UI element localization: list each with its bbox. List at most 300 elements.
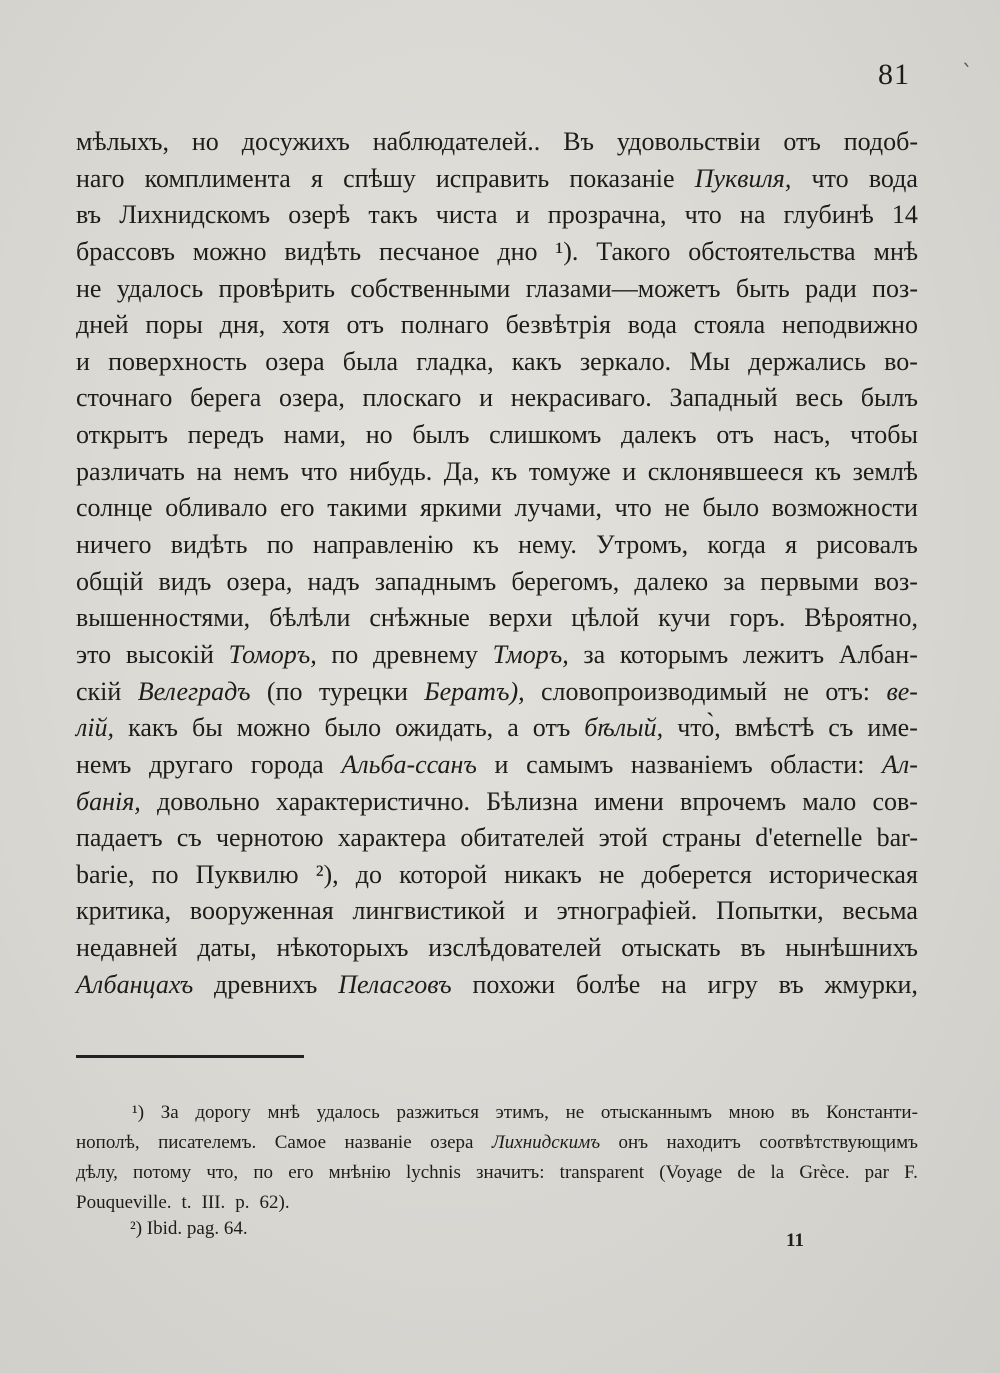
word: не: [598, 859, 625, 889]
text-line: [76, 271, 918, 308]
word: древнихъ: [214, 969, 318, 999]
word: комплимента: [144, 163, 291, 193]
word: Албан-: [838, 639, 918, 669]
word: похожи: [472, 969, 555, 999]
word: писателемъ.: [158, 1132, 257, 1153]
word: нами,: [283, 420, 346, 450]
word: досужихъ: [241, 127, 350, 156]
word: t.: [181, 1192, 192, 1213]
word: названіе: [344, 1132, 412, 1153]
word: вода: [868, 163, 918, 193]
footnotes: [76, 1098, 918, 1218]
word: озера: [430, 1132, 474, 1153]
word: плоскаго: [362, 383, 462, 413]
word: отъ:: [825, 676, 871, 706]
word: barie,: [76, 859, 135, 889]
word: ве-: [886, 676, 918, 706]
word: что̀,: [677, 713, 721, 743]
word: (Voyage: [659, 1162, 723, 1183]
word: Въ: [563, 127, 594, 156]
word: по: [266, 530, 294, 560]
word: никакъ: [504, 859, 582, 889]
word: впрочемъ: [680, 786, 787, 816]
word: немъ: [233, 456, 289, 486]
word: что: [300, 456, 338, 486]
word: направленію: [312, 530, 454, 560]
word: удалось: [316, 1102, 380, 1123]
word: Вѣроятно,: [804, 603, 918, 633]
word: на: [196, 456, 222, 486]
word: когда: [707, 530, 766, 560]
word: озера,: [278, 383, 345, 413]
word: и: [494, 749, 509, 779]
word: Ал-: [882, 749, 918, 779]
word: въ: [76, 200, 102, 230]
word: Лихнидскомъ: [119, 200, 271, 230]
word: былъ: [860, 383, 918, 413]
printer-signature: 11: [786, 1230, 804, 1251]
word: поверхность: [108, 346, 248, 376]
word: d'eternelle: [755, 823, 863, 853]
word: разжиться: [396, 1102, 479, 1123]
word: ¹): [132, 1102, 145, 1123]
word: кучи: [658, 603, 711, 633]
footnote-line: [76, 1158, 918, 1188]
word: вооруженная: [189, 896, 334, 926]
word: наблюдателей..: [372, 127, 541, 156]
word: видѣть: [170, 530, 248, 560]
word: томуже: [528, 456, 611, 486]
corner-mark: `: [962, 62, 973, 87]
text-line: [76, 380, 918, 417]
text-line: [76, 161, 918, 198]
word: дѣлу,: [76, 1162, 118, 1183]
word: ¹).: [555, 236, 579, 266]
word: названіемъ: [630, 749, 753, 779]
word: p.: [235, 1192, 250, 1213]
word: неподвижно: [782, 310, 918, 340]
word: но: [365, 420, 393, 450]
word: lychnis: [405, 1162, 461, 1183]
word: III.: [201, 1192, 226, 1213]
word: яркими: [419, 493, 502, 523]
word: отъ: [716, 420, 754, 450]
word: склонявшееся: [647, 456, 804, 486]
word: нему.: [518, 530, 577, 560]
word: къ: [814, 456, 841, 486]
text-line: [76, 490, 918, 527]
word: жмурки,: [824, 969, 918, 999]
word: глубинѣ: [783, 200, 874, 230]
word: сов-: [872, 786, 918, 816]
word: Томоръ,: [228, 639, 317, 669]
word: высокій: [125, 639, 214, 669]
text-line: [76, 893, 918, 930]
word: Тморъ,: [492, 639, 569, 669]
word: а: [507, 713, 519, 743]
word: его: [279, 493, 315, 523]
word: изслѣдователей: [428, 933, 602, 963]
word: я: [785, 530, 798, 560]
word: Самое: [274, 1132, 327, 1153]
word: Pouqueville.: [76, 1192, 172, 1213]
word: нополѣ,: [76, 1132, 140, 1153]
word: Альба-ссанъ: [341, 749, 477, 779]
word: de: [737, 1162, 756, 1183]
word: на: [739, 200, 766, 230]
word: име-: [867, 713, 918, 743]
text-line: [76, 637, 918, 674]
word: онъ: [618, 1132, 649, 1153]
word: обливало: [165, 493, 268, 523]
word: полнаго: [400, 310, 489, 340]
word: бѣлѣли: [269, 603, 351, 633]
word: города: [250, 749, 324, 779]
word: снѣжные: [369, 603, 470, 633]
word: дней: [76, 310, 129, 340]
word: даты,: [197, 933, 257, 963]
word: не: [664, 493, 690, 523]
text-line: [76, 857, 918, 894]
word: сточнаго: [76, 383, 173, 413]
word: лій,: [76, 713, 115, 743]
word: нынѣшнихъ: [785, 933, 918, 963]
word: чиста: [435, 200, 498, 230]
word: провѣрить: [218, 273, 335, 303]
word: bar-: [876, 823, 918, 853]
word: За: [160, 1102, 179, 1123]
word: зеркало.: [579, 346, 672, 376]
word: рисовалъ: [816, 530, 918, 560]
word: стояла: [693, 310, 766, 340]
word: можно: [236, 713, 311, 743]
text-line: [76, 527, 918, 564]
word: до: [355, 859, 383, 889]
word: въ: [791, 1102, 810, 1123]
word: ради: [805, 273, 857, 303]
word: въ: [740, 933, 766, 963]
word: удалось: [116, 273, 204, 303]
word: вышенностями,: [76, 603, 251, 633]
word: вода: [627, 310, 677, 340]
word: поз-: [872, 273, 918, 303]
word: банія,: [76, 786, 141, 816]
word: спѣшу: [343, 163, 416, 193]
word: и: [76, 346, 90, 376]
word: и: [515, 200, 530, 230]
word: берегомъ,: [511, 566, 620, 596]
text-line: [76, 307, 918, 344]
word: некрасиваго.: [510, 383, 652, 413]
word: чернотою: [215, 823, 324, 853]
word: какъ: [128, 713, 178, 743]
word: слишкомъ: [489, 420, 602, 450]
word: исправить: [435, 163, 550, 193]
word: (по: [266, 676, 303, 706]
word: я: [311, 163, 323, 193]
word: былъ: [412, 420, 470, 450]
word: подоб-: [843, 127, 918, 156]
word: солнце: [76, 493, 153, 523]
word: мною: [728, 1102, 775, 1123]
word: немъ: [76, 749, 132, 779]
word: озера: [265, 346, 325, 376]
word: и: [622, 456, 637, 486]
word: этнографіей.: [556, 896, 698, 926]
word: было: [324, 713, 382, 743]
word: въ: [778, 969, 804, 999]
word: возможности: [771, 493, 918, 523]
text-line: [76, 967, 918, 1004]
word: различать: [76, 456, 185, 486]
word: по: [151, 859, 179, 889]
word: F.: [904, 1162, 918, 1183]
word: держались: [748, 346, 866, 376]
word: видъ: [158, 566, 212, 596]
word: потому: [133, 1162, 192, 1183]
word: мнѣнію: [328, 1162, 391, 1183]
word: брассовъ: [76, 236, 175, 266]
word: на: [661, 969, 687, 999]
word: быть: [735, 273, 790, 303]
word: передъ: [187, 420, 264, 450]
word: отысканнымъ: [600, 1102, 712, 1123]
word: можно: [192, 236, 267, 266]
word: значитъ:: [476, 1162, 545, 1183]
word: характера: [337, 823, 447, 853]
word: имени: [594, 786, 664, 816]
word: лучами,: [514, 493, 602, 523]
word: болѣе: [575, 969, 641, 999]
word: съ: [176, 823, 202, 853]
word: какъ: [511, 346, 562, 376]
word: и: [523, 896, 538, 926]
word: первыми: [760, 566, 859, 596]
word: игру: [707, 969, 758, 999]
word: общій: [76, 566, 144, 596]
footnote-line: [76, 1098, 918, 1128]
word: ²),: [315, 859, 339, 889]
word: не: [565, 1102, 585, 1123]
word: transparent: [559, 1162, 645, 1183]
text-line: [76, 930, 918, 967]
word: Такого: [596, 236, 671, 266]
word: характеристично.: [275, 786, 471, 816]
word: удовольствіи: [616, 127, 761, 156]
word: 62).: [259, 1192, 290, 1213]
word: надъ: [307, 566, 360, 596]
word: западнымъ: [374, 566, 497, 596]
text-line: [76, 784, 918, 821]
word: скій: [76, 676, 122, 706]
text-line: [76, 674, 918, 711]
word: лингвистикой: [352, 896, 506, 926]
word: безвѣтрія: [505, 310, 611, 340]
text-line: [76, 600, 918, 637]
word: воз-: [873, 566, 918, 596]
word: что: [811, 163, 849, 193]
word: съ: [828, 713, 854, 743]
word: землѣ: [852, 456, 918, 486]
word: другаго: [148, 749, 234, 779]
word: падаетъ: [76, 823, 163, 853]
page-number: 81: [878, 58, 910, 91]
word: его: [288, 1162, 314, 1183]
word: Западный: [669, 383, 778, 413]
text-line: [76, 197, 918, 234]
word: обитателей: [460, 823, 585, 853]
word: Лихнидскимъ: [491, 1132, 601, 1153]
word: прозрачна,: [547, 200, 667, 230]
word: песчаное: [379, 236, 480, 266]
word: Константи-: [826, 1102, 918, 1123]
word: собственными: [350, 273, 511, 303]
word: показаніе: [569, 163, 675, 193]
word: далекъ: [621, 420, 697, 450]
text-line: [76, 344, 918, 381]
word: довольно: [156, 786, 260, 816]
word: къ: [472, 530, 499, 560]
word: самымъ: [526, 749, 614, 779]
word: мѣлыхъ,: [76, 127, 169, 156]
word: что: [684, 200, 722, 230]
word: отъ: [532, 713, 571, 743]
word: которой: [399, 859, 488, 889]
text-line: [76, 234, 918, 271]
text-line: [76, 820, 918, 857]
word: Велеградъ: [137, 676, 251, 706]
word: доберется: [641, 859, 752, 889]
word: которымъ: [619, 639, 729, 669]
word: насъ,: [773, 420, 831, 450]
text-line: [76, 124, 918, 161]
word: турецки: [318, 676, 408, 706]
text-line: [76, 417, 918, 454]
word: дня,: [219, 310, 266, 340]
word: находитъ: [666, 1132, 741, 1153]
word: что: [614, 493, 652, 523]
word: словопроизводимый: [541, 676, 768, 706]
word: цѣлой: [571, 603, 640, 633]
word: глазами—можетъ: [525, 273, 721, 303]
word: за: [583, 639, 606, 669]
word: озера,: [226, 566, 293, 596]
word: берега: [190, 383, 262, 413]
word: отъ: [783, 127, 821, 156]
word: не: [783, 676, 809, 706]
word: la: [770, 1162, 785, 1183]
footnote-2: ²) Ibid. pag. 64.: [130, 1218, 248, 1239]
word: отъ: [346, 310, 384, 340]
word: и: [479, 383, 494, 413]
word: историческая: [769, 859, 918, 889]
word: ничего: [76, 530, 152, 560]
word: ожидать,: [395, 713, 494, 743]
word: мало: [802, 786, 857, 816]
word: мнѣ: [873, 236, 918, 266]
word: далеко: [634, 566, 709, 596]
word: страны: [661, 823, 742, 853]
word: Пуквилю: [195, 859, 299, 889]
word: 14: [891, 200, 918, 230]
word: весьма: [842, 896, 918, 926]
word: древнему: [372, 639, 478, 669]
word: не: [76, 273, 102, 303]
word: такими: [327, 493, 408, 523]
word: отыскать: [621, 933, 721, 963]
text-line: [76, 454, 918, 491]
word: вмѣстѣ: [734, 713, 815, 743]
word: Пуквиля,: [694, 163, 792, 193]
text-line: [76, 564, 918, 601]
word: нибудь.: [349, 456, 433, 486]
word: гладка,: [416, 346, 494, 376]
word: была: [342, 346, 399, 376]
word: Утромъ,: [596, 530, 689, 560]
word: во-: [884, 346, 918, 376]
word: озерѣ: [288, 200, 351, 230]
word: критика,: [76, 896, 172, 926]
word: Да,: [443, 456, 480, 486]
word: Пеласговъ: [338, 969, 452, 999]
word: къ: [491, 456, 518, 486]
word: Албанцахъ: [76, 969, 194, 999]
word: дорогу: [195, 1102, 251, 1123]
word: было: [702, 493, 760, 523]
word: видѣть: [284, 236, 362, 266]
word: горъ.: [729, 603, 786, 633]
word: такъ: [368, 200, 418, 230]
word: нѣкоторыхъ: [276, 933, 409, 963]
word: Grèce.: [799, 1162, 850, 1183]
word: мнѣ: [267, 1102, 300, 1123]
footnote-line: [76, 1128, 918, 1158]
footnote-divider: [76, 1055, 304, 1058]
word: области:: [770, 749, 865, 779]
word: бы: [191, 713, 223, 743]
word: поры: [145, 310, 203, 340]
word: по: [331, 639, 359, 669]
text-line: [76, 747, 918, 784]
body-text: [76, 124, 918, 1003]
word: Бѣлизна: [486, 786, 578, 816]
word: бѣлый,: [584, 713, 664, 743]
word: недавней: [76, 933, 178, 963]
word: за: [723, 566, 746, 596]
word: весь: [795, 383, 844, 413]
word: Попытки,: [716, 896, 824, 926]
word: открытъ: [76, 420, 168, 450]
word: Мы: [689, 346, 730, 376]
word: соотвѣтствующимъ: [759, 1132, 918, 1153]
word: этимъ,: [495, 1102, 549, 1123]
word: хотя: [282, 310, 330, 340]
word: верхи: [488, 603, 553, 633]
word: по: [253, 1162, 274, 1183]
word: par: [864, 1162, 889, 1183]
word: но: [191, 127, 219, 156]
word: обстоятельства: [688, 236, 856, 266]
word: этой: [598, 823, 648, 853]
word: наго: [76, 163, 125, 193]
text-line: [76, 710, 918, 747]
word: чтобы: [850, 420, 918, 450]
word: дно: [497, 236, 538, 266]
word: лежитъ: [742, 639, 825, 669]
word: это: [76, 639, 112, 669]
word: Бератъ),: [424, 676, 525, 706]
word: что,: [206, 1162, 239, 1183]
